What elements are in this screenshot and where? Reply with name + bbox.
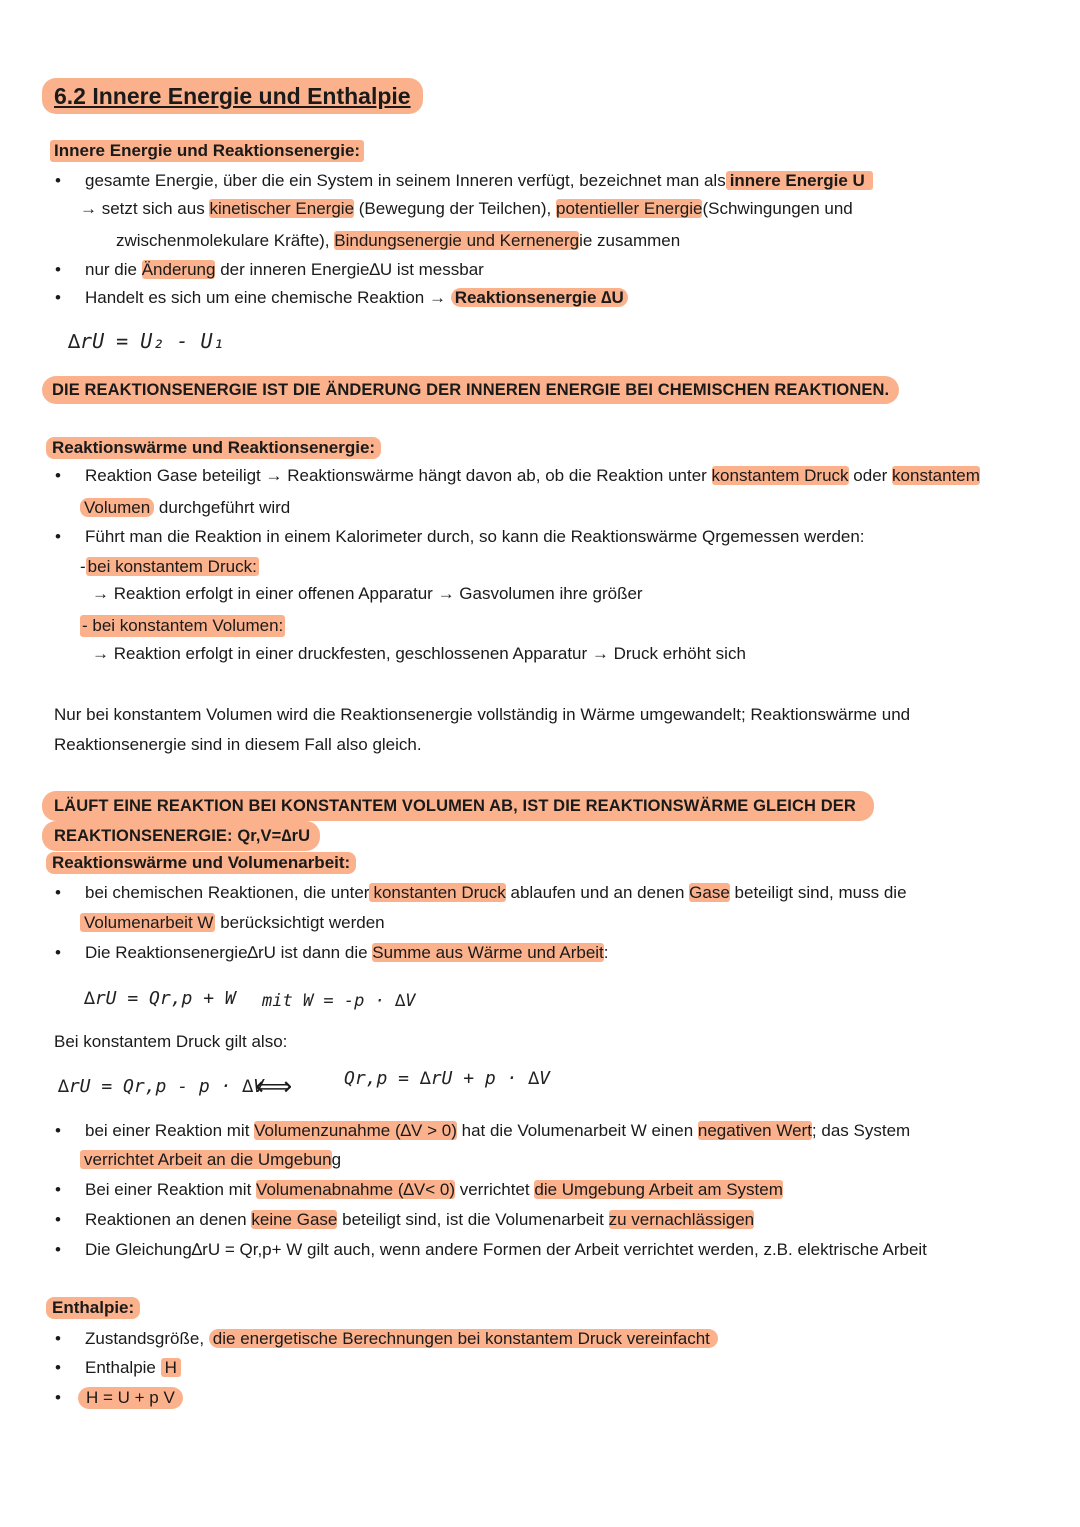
s1-bullet-1-sub: → setzt sich aus kinetischer Energie (Bewegung der Teilchen), potentieller Energie(Schwingungen und <box>80 199 853 218</box>
s2-bullet-1: Reaktion Gase beteiligt → Reaktionswärme hängt davon ab, ob die Reaktion unter konstantem Druck oder konstantem <box>85 466 980 485</box>
s2-case-pressure: - bei konstantem Druck: <box>80 557 257 576</box>
bullet: • <box>55 288 61 307</box>
s2-case-volume-text: → Reaktion erfolgt in einer druckfesten, geschlossenen Apparatur → Druck erhöht sich <box>92 644 746 663</box>
rule-constant-volume-line-2: REAKTIONSENERGIE: Qr,V=∆rU <box>42 821 320 851</box>
s1-bullet-3: Handelt es sich um eine chemische Reaktion → Reaktionsenergie ∆U <box>85 287 628 309</box>
section-heading-enthalpy: Enthalpie: <box>46 1297 140 1319</box>
rule-constant-volume-line-1: LÄUFT EINE REAKTION BEI KONSTANTEM VOLUMEN AB, IST DIE REAKTIONSWÄRME GLEICH DER <box>42 791 874 821</box>
s2-case-volume: - bei konstantem Volumen: <box>82 616 284 635</box>
s3-bullet-4: Bei einer Reaktion mit Volumenabnahme (∆V< 0) verrichtet die Umgebung Arbeit am System <box>85 1180 783 1199</box>
formula-reaction-energy: ∆rU = U₂ - U₁ <box>68 329 225 353</box>
bullet: • <box>55 883 61 902</box>
s4-bullet-1: Zustandsgröße, die energetische Berechnungen bei konstantem Druck vereinfacht <box>85 1328 718 1350</box>
bullet: • <box>55 1388 61 1407</box>
bullet: • <box>55 171 61 190</box>
rule-reaction-energy: DIE REAKTIONSENERGIE IST DIE ÄNDERUNG DER INNEREN ENERGIE BEI CHEMISCHEN REAKTIONEN. <box>42 376 899 404</box>
page-title: 6.2 Innere Energie und Enthalpie <box>42 78 423 114</box>
s3-bullet-1-cont: Volumenarbeit W berücksichtigt werden <box>80 912 385 934</box>
bullet: • <box>55 260 61 279</box>
s3-bullet-5: Reaktionen an denen keine Gase beteiligt sind, ist die Volumenarbeit zu vernachlässigen <box>85 1210 755 1229</box>
section-heading-reaction-heat: Reaktionswärme und Reaktionsenergie: <box>46 437 381 459</box>
section-heading-inner-energy: Innere Energie und Reaktionsenergie: <box>50 140 364 162</box>
s2-paragraph-line-2: Reaktionsenergie sind in diesem Fall also gleich. <box>54 735 422 754</box>
s2-bullet-1-cont: Volumen durchgeführt wird <box>80 497 290 519</box>
s3-bullet-6: Die Gleichung∆rU = Qr,p+ W gilt auch, wenn andere Formen der Arbeit verrichtet werden, z.B. elektrische Arbeit <box>85 1240 927 1259</box>
section-heading-volume-work: Reaktionswärme und Volumenarbeit: <box>46 852 356 874</box>
formula-work-sum: ∆rU = Qr,p + W <box>84 988 236 1009</box>
bullet: • <box>55 527 61 546</box>
formula-heat-constant-pressure: Qr,p = ∆rU + p · ∆V <box>344 1068 550 1089</box>
s3-bullet-2: Die Reaktionsenergie∆rU ist dann die Summe aus Wärme und Arbeit: <box>85 943 609 962</box>
s2-bullet-2: Führt man die Reaktion in einem Kalorimeter durch, so kann die Reaktionswärme Qrgemessen werden: <box>85 527 865 546</box>
s4-bullet-2: Enthalpie H <box>85 1357 181 1379</box>
bullet: • <box>55 943 61 962</box>
s1-bullet-1: gesamte Energie, über die ein System in seinem Inneren verfügt, bezeichnet man als innere Energie U <box>85 170 873 192</box>
s1-bullet-1-sub2: zwischenmolekulare Kräfte), Bindungsenergie und Kernenergie zusammen <box>116 231 681 250</box>
s3-bullet-3-cont: verrichtet Arbeit an die Umgebung <box>80 1149 341 1171</box>
bullet: • <box>55 1210 61 1229</box>
formula-work-definition: mit W = -p · ∆V <box>262 991 416 1011</box>
bullet: • <box>55 466 61 485</box>
s3-constant-pressure-text: Bei konstantem Druck gilt also: <box>54 1032 288 1051</box>
s3-bullet-3: bei einer Reaktion mit Volumenzunahme (∆V > 0) hat die Volumenarbeit W einen negativen Wert; das System <box>85 1121 911 1140</box>
s4-bullet-3-formula: H = U + p V <box>78 1387 183 1409</box>
bullet: • <box>55 1329 61 1348</box>
s2-paragraph-line-1: Nur bei konstantem Volumen wird die Reaktionsenergie vollständig in Wärme umgewandelt; Reaktionswärme und <box>54 705 911 724</box>
bullet: • <box>55 1240 61 1259</box>
equivalence-arrow: ⟺ <box>255 1071 293 1101</box>
formula-constant-pressure: ∆rU = Qr,p - p · ∆V <box>58 1076 264 1097</box>
bullet: • <box>55 1180 61 1199</box>
s2-case-pressure-text: → Reaktion erfolgt in einer offenen Apparatur → Gasvolumen ihre größer <box>92 584 643 603</box>
bullet: • <box>55 1358 61 1377</box>
s3-bullet-1: bei chemischen Reaktionen, die unter konstanten Druck ablaufen und an denen Gase beteiligt sind, muss die <box>85 883 907 902</box>
bullet: • <box>55 1121 61 1140</box>
s1-bullet-2: nur die Änderung der inneren Energie∆U ist messbar <box>85 260 484 279</box>
